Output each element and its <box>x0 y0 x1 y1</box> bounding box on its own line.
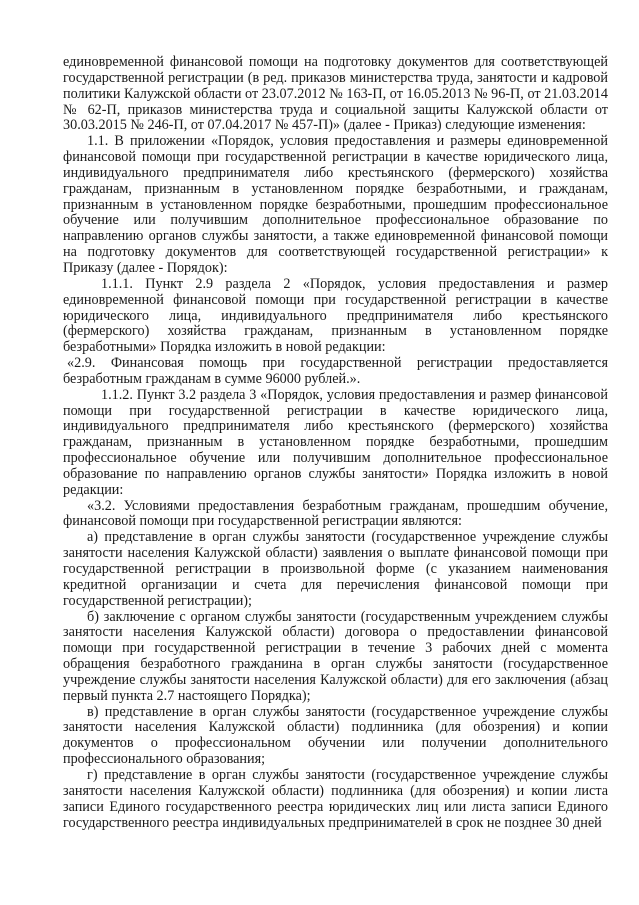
paragraph-item-g: г) представление в орган службы занятости (государственное учреждение службы занятости населения Калужской области) подлинника (для обозрения) и копии листа записи Единого государственного реестра юридических лиц или листа записи Единого государственного реестра индивидуальных предпринимателей в срок не позднее 30 дней <box>63 766 608 831</box>
paragraph-item-b: б) заключение с органом службы занятости (государственным учреждением службы занятости населения Калужской области) договора о предоставлении финансовой помощи при государственной регистрации в течение 3 рабочих дней с момента обращения безработного гражданина в орган службы занятости (государственное учреждение службы занятости населения Калужской области) для его заключения (абзац первый пункта 2.7 настоящего Порядка); <box>63 608 608 704</box>
paragraph-1-1-2: 1.1.2. Пункт 3.2 раздела 3 «Порядок, условия предоставления и размер финансовой помощи при государственной регистрации в качестве юридического лица, индивидуального предпринимателя либо крестьянского (фермерского) хозяйства гражданам, признанным в установленном порядке безработными, прошедшим профессиональное обучение или получившим дополнительное профессиональное образование по направлению органов службы занятости» Порядка изложить в новой редакции: <box>63 386 608 498</box>
paragraph-1-1: 1.1. В приложении «Порядок, условия предоставления и размеры единовременной финансовой помощи при государственной регистрации в качестве юридического лица, индивидуального предпринимателя либо крестьянского (фермерского) хозяйства гражданам, признанным в установленном порядке безработными, и гражданам, признанным в установленном порядке безработными, прошедшим профессиональное обучение или получившим дополнительное профессиональное образование по направлению органов службы занятости, а также единовременной финансовой помощи на подготовку документов для соответствующей государственной регистрации» к Приказу (далее - Порядок): <box>63 133 608 276</box>
paragraph-item-a: а) представление в орган службы занятости (государственное учреждение службы занятости населения Калужской области) заявления о выплате финансовой помощи при государственной регистрации в произвольной форме (с указанием наименования кредитной организации и счета для перечисления финансовой помощи при государственной регистрации); <box>63 529 608 609</box>
paragraph-intro-continuation: единовременной финансовой помощи на подготовку документов для соответствующей государственной регистрации (в ред. приказов министерства труда, занятости и кадровой политики Калужской области от 23.07.2012 № 163-П, от 16.05.2013 № 96-П, от 21.03.2014 № 62-П, приказов министерства труда и социальной защиты Калужской области от 30.03.2015 № 246-П, от 07.04.2017 № 457-П)» (далее - Приказ) следующие изменения: <box>63 54 608 134</box>
paragraph-quote-3-2: «3.2. Условиями предоставления безработным гражданам, прошедшим обучение, финансовой помощи при государственной регистрации являются: <box>63 497 608 530</box>
paragraph-item-v: в) представление в орган службы занятости (государственное учреждение службы занятости населения Калужской области) подлинника (для обозрения) и копии документов о профессиональном обучении или получении дополнительного профессионального образования; <box>63 703 608 768</box>
paragraph-1-1-1: 1.1.1. Пункт 2.9 раздела 2 «Порядок, условия предоставления и размер единовременной финансовой помощи при государственной регистрации в качестве юридического лица, индивидуального предпринимателя либо крестьянского (фермерского) хозяйства гражданам, признанным в установленном порядке безработными» Порядка изложить в новой редакции: <box>63 275 608 356</box>
paragraph-quote-2-9: «2.9. Финансовая помощь при государственной регистрации предоставляется безработным гражданам в сумме 96000 рублей.». <box>63 355 608 387</box>
